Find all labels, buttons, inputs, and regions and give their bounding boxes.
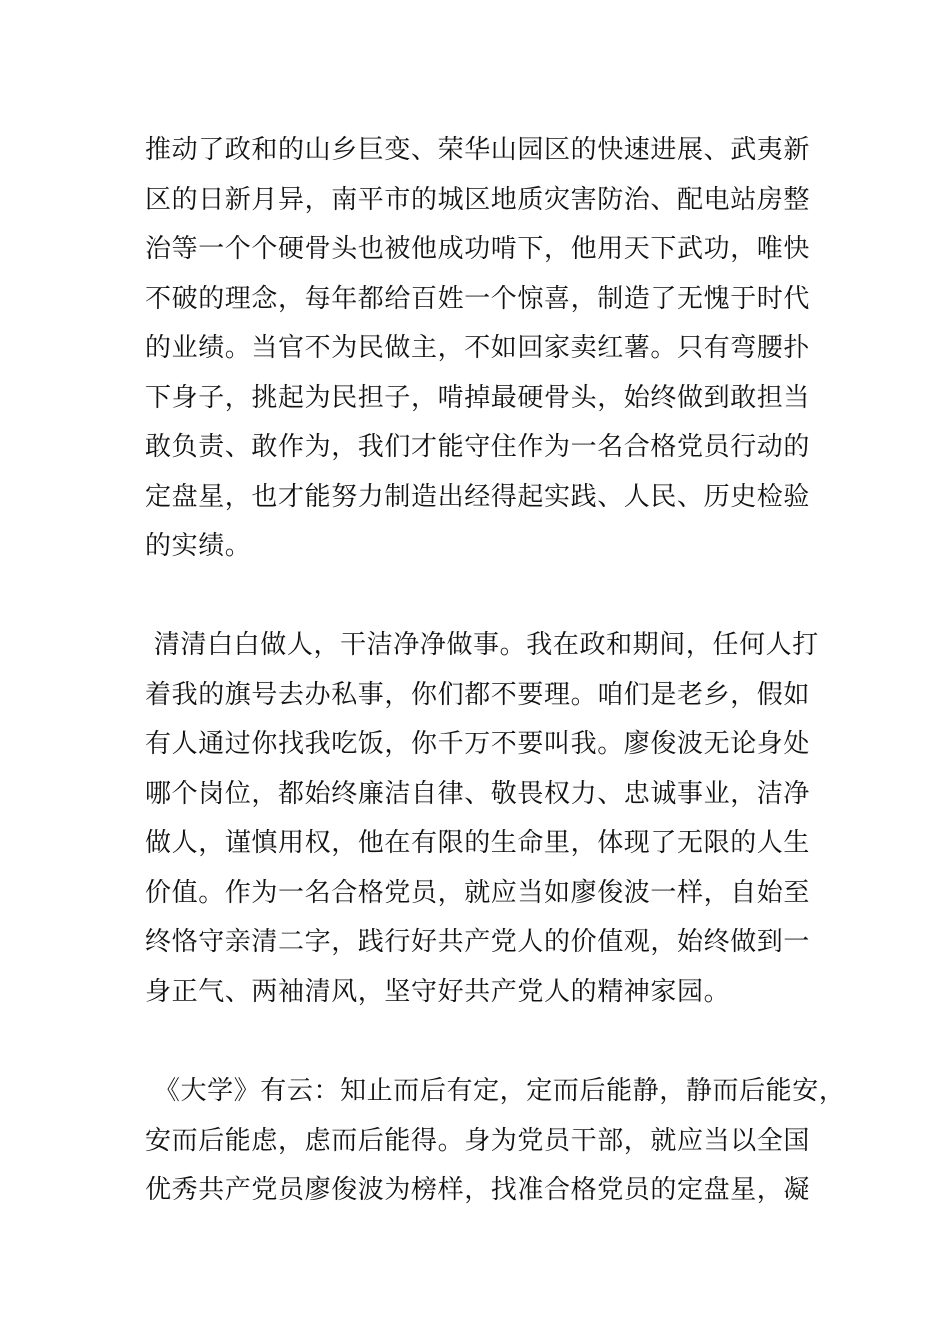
paragraph-line: 有人通过你找我吃饭，你千万不要叫我。廖俊波无论身处	[145, 729, 811, 759]
paragraph-line: 终恪守亲清二字，践行好共产党人的价值观，始终做到一	[145, 927, 811, 957]
paragraph-line: 清清白白做人，干洁净净做事。我在政和期间，任何人打	[145, 630, 819, 660]
paragraph-line: 敢负责、敢作为，我们才能守住作为一名合格党员行动的	[145, 432, 811, 462]
paragraph-line: 的业绩。当官不为民做主，不如回家卖红薯。只有弯腰扑	[145, 333, 811, 363]
paragraph-line: 安而后能虑，虑而后能得。身为党员干部，就应当以全国	[145, 1125, 811, 1156]
paragraph-line: 下身子，挑起为民担子，啃掉最硬骨头，始终做到敢担当	[145, 382, 811, 413]
paragraph-2	[145, 621, 819, 1017]
paragraph-line: 《大学》有云：知止而后有定，定而后能静，静而后能安，	[145, 1076, 846, 1106]
paragraph-3	[145, 1067, 846, 1216]
paragraph-line: 哪个岗位，都始终廉洁自律、敬畏权力、忠诚事业，洁净	[145, 778, 811, 809]
paragraph-line: 身正气、两袖清风，坚守好共产党人的精神家园。	[145, 976, 731, 1007]
paragraph-line: 治等一个个硬骨头也被他成功啃下，他用天下武功，唯快	[145, 234, 811, 264]
paragraph-line: 做人，谨慎用权，他在有限的生命里，体现了无限的人生	[145, 828, 811, 858]
paragraph-line: 价值。作为一名合格党员，就应当如廖俊波一样，自始至	[145, 877, 811, 908]
paragraph-line: 着我的旗号去办私事，你们都不要理。咱们是老乡，假如	[145, 679, 811, 710]
paragraph-line: 定盘星，也才能努力制造出经得起实践、人民、历史检验	[145, 481, 811, 512]
paragraph-line: 不破的理念，每年都给百姓一个惊喜，制造了无愧于时代	[145, 283, 811, 314]
paragraph-line: 推动了政和的山乡巨变、荣华山园区的快速进展、武夷新	[145, 135, 811, 165]
paragraph-line: 优秀共产党员廖俊波为榜样，找准合格党员的定盘星，凝	[145, 1175, 811, 1205]
paragraph-1	[145, 126, 810, 572]
paragraph-line: 的实绩。	[145, 531, 252, 561]
paragraph-line: 区的日新月异，南平市的城区地质灾害防治、配电站房整	[145, 184, 811, 215]
